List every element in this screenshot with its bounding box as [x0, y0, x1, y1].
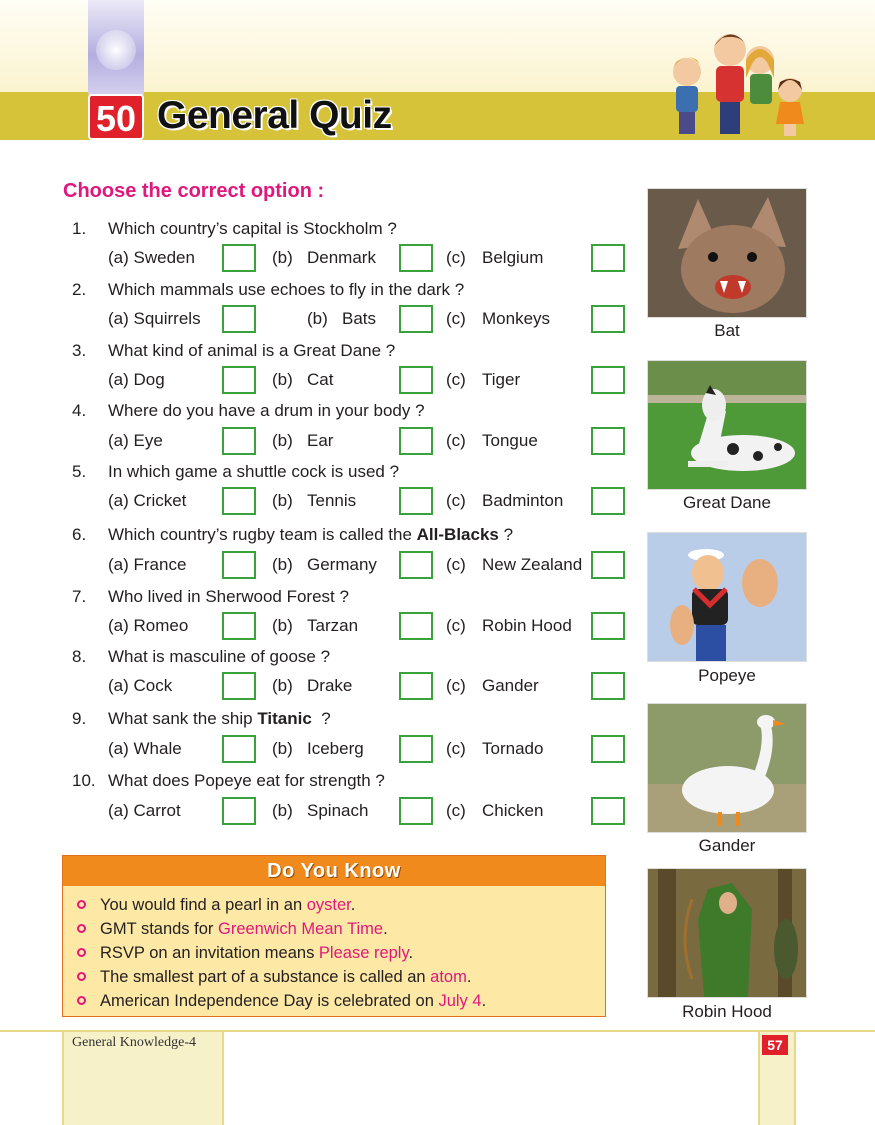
answer-checkbox-b[interactable] [399, 366, 433, 394]
option-b-letter: (b) [272, 370, 293, 389]
fact-text: The smallest part of a substance is called an [100, 968, 431, 986]
question-text: What is masculine of goose ? [108, 647, 331, 666]
answer-checkbox-a[interactable] [222, 427, 256, 455]
answer-checkbox-a[interactable] [222, 244, 256, 272]
answer-checkbox-b[interactable] [399, 612, 433, 640]
option-c-letter: (c) [446, 309, 466, 328]
caption-bat: Bat [714, 321, 740, 340]
option-c-letter: (c) [446, 555, 466, 574]
question-number: 10. [72, 771, 96, 790]
question-text: Who lived in Sherwood Forest ? [108, 587, 349, 606]
option-c-letter: (c) [446, 491, 466, 510]
gander-leg-2 [736, 812, 740, 826]
question-text-part: ? [498, 525, 514, 544]
option-b-label: Bats [342, 309, 377, 328]
option-c-letter: (c) [446, 739, 466, 758]
caption-popeye: Popeye [698, 666, 756, 685]
bat-head [681, 225, 785, 313]
fact-item [77, 896, 355, 915]
option-c-letter: (c) [446, 801, 466, 820]
dane-front-legs [688, 461, 728, 467]
question-text-part: ? [311, 709, 331, 728]
option-c-label: Gander [482, 676, 539, 695]
question-text-part: Which country’s rugby team is called the [108, 525, 417, 544]
option-a-label: (a) Squirrels [108, 309, 201, 328]
kid-2-head [714, 34, 746, 66]
option-b-label: Germany [307, 555, 377, 574]
option-a-label: (a) Eye [108, 431, 163, 450]
option-a-label: (a) Romeo [108, 616, 189, 635]
quiz-instruction: Choose the correct option : [63, 180, 325, 202]
option-c-letter: (c) [446, 616, 466, 635]
question-number: 6. [72, 525, 87, 544]
answer-checkbox-c[interactable] [591, 366, 625, 394]
bat-right-eye [747, 252, 757, 262]
chapter-number: 50 [88, 94, 144, 140]
option-c-letter: (c) [446, 431, 466, 450]
option-b-label: Tennis [307, 491, 357, 510]
option-b-label: Cat [307, 370, 334, 389]
option-c-label: Tornado [482, 739, 544, 758]
answer-checkbox-c[interactable] [591, 305, 625, 333]
option-b-letter: (b) [272, 801, 293, 820]
question-number: 5. [72, 462, 87, 481]
chapter-tab-shine [96, 30, 136, 70]
question-text: What does Popeye eat for strength ? [108, 771, 385, 790]
question-text-bold: Titanic [257, 709, 312, 728]
question-text [108, 525, 513, 545]
question-number: 9. [72, 709, 87, 728]
do-you-know-heading: Do You Know [63, 856, 605, 886]
option-c-label: Tiger [482, 370, 521, 389]
bat-mouth [715, 275, 751, 299]
option-b-letter: (b) [272, 616, 293, 635]
option-c-label: Chicken [482, 801, 544, 820]
bullet-icon [77, 948, 86, 957]
option-b-letter: (b) [272, 248, 293, 267]
answer-checkbox-a[interactable] [222, 612, 256, 640]
fact-highlight: Greenwich Mean Time [217, 920, 384, 938]
fact-item [77, 992, 486, 1011]
option-a-label: (a) Dog [108, 370, 165, 389]
option-b-label: Tarzan [307, 616, 359, 635]
bullet-icon [77, 972, 86, 981]
dane-spot-3 [774, 443, 782, 451]
picture-bat [647, 188, 807, 318]
option-a-label: (a) Cricket [108, 491, 187, 510]
bullet-icon [77, 924, 86, 933]
picture-robin-hood [647, 868, 807, 998]
gander-head [757, 715, 775, 729]
question-number: 2. [72, 280, 87, 299]
option-c-letter: (c) [446, 676, 466, 695]
fact-text: American Independence Day is celebrated on [100, 992, 439, 1010]
question-text: In which game a shuttle cock is used ? [108, 462, 400, 481]
option-b-label: Denmark [307, 248, 376, 267]
fact-item [77, 944, 413, 963]
answer-checkbox-a[interactable] [222, 487, 256, 515]
fact-text: You would find a pearl in an [100, 896, 307, 914]
fact-end: . [408, 944, 414, 962]
answer-checkbox-a[interactable] [222, 366, 256, 394]
question-text-bold: All-Blacks [416, 525, 499, 544]
picture-popeye [647, 532, 807, 662]
option-c-label: Badminton [482, 491, 564, 510]
answer-checkbox-c[interactable] [591, 487, 625, 515]
bullet-icon [77, 996, 86, 1005]
fact-end: . [481, 992, 487, 1010]
question-number: 3. [72, 341, 87, 360]
popeye-left-arm [670, 605, 694, 645]
kid-2-legs [720, 102, 740, 134]
answer-checkbox-b[interactable] [399, 487, 433, 515]
answer-checkbox-b[interactable] [399, 427, 433, 455]
kid-1-legs [679, 112, 695, 134]
page-number: 57 [762, 1035, 788, 1055]
popeye-pants [696, 625, 726, 662]
fact-end: . [350, 896, 356, 914]
fact-text: RSVP on an invitation means [100, 944, 319, 962]
option-b-letter: (b) [272, 431, 293, 450]
answer-checkbox-b[interactable] [399, 797, 433, 825]
popeye-right-arm [742, 559, 778, 607]
option-b-label: Spinach [307, 801, 369, 820]
answer-checkbox-c[interactable] [591, 612, 625, 640]
kid-2-body [716, 66, 744, 102]
option-a-label: (a) France [108, 555, 187, 574]
question-number: 1. [72, 219, 87, 238]
answer-checkbox-c[interactable] [591, 672, 625, 700]
fact-text: GMT stands for [100, 920, 218, 938]
question-text: Which mammals use echoes to fly in the dark ? [108, 280, 465, 299]
option-b-letter: (b) [307, 309, 328, 328]
fact-item [77, 968, 471, 987]
fact-end: . [466, 968, 472, 986]
answer-checkbox-b[interactable] [399, 244, 433, 272]
question-text-part: What sank the ship [108, 709, 258, 728]
option-c-label: New Zealand [482, 555, 583, 574]
answer-checkbox-c[interactable] [591, 551, 625, 579]
option-a-label: (a) Carrot [108, 801, 181, 820]
answer-checkbox-a[interactable] [222, 735, 256, 763]
picture-great-dane [647, 360, 807, 490]
question-text [108, 709, 331, 729]
question-number: 4. [72, 401, 87, 420]
question-text: What kind of animal is a Great Dane ? [108, 341, 396, 360]
answer-checkbox-b[interactable] [399, 735, 433, 763]
option-c-label: Robin Hood [482, 616, 572, 635]
option-a-label: (a) Sweden [108, 248, 195, 267]
option-b-label: Iceberg [307, 739, 364, 758]
option-c-letter: (c) [446, 248, 466, 267]
question-text: Where do you have a drum in your body ? [108, 401, 425, 420]
option-b-label: Drake [307, 676, 353, 695]
robin-photo-figure [774, 919, 798, 979]
bullet-icon [77, 900, 86, 909]
answer-checkbox-a[interactable] [222, 551, 256, 579]
answer-checkbox-a[interactable] [222, 797, 256, 825]
popeye-head [692, 555, 724, 591]
fact-item [77, 920, 388, 939]
answer-checkbox-c[interactable] [591, 427, 625, 455]
answer-checkbox-c[interactable] [591, 244, 625, 272]
question-number: 8. [72, 647, 87, 666]
answer-checkbox-c[interactable] [591, 797, 625, 825]
option-b-label: Ear [307, 431, 334, 450]
fact-highlight: July 4 [438, 992, 482, 1010]
option-b-letter: (b) [272, 555, 293, 574]
robin-hood-face [719, 892, 737, 914]
answer-checkbox-c[interactable] [591, 735, 625, 763]
answer-checkbox-a[interactable] [222, 672, 256, 700]
kid-3-body [750, 74, 772, 104]
robin-photo-tree-1 [658, 869, 676, 998]
caption-great-dane: Great Dane [683, 493, 771, 512]
picture-gander [647, 703, 807, 833]
caption-robin-hood: Robin Hood [682, 1002, 772, 1021]
gander-leg-1 [718, 812, 722, 826]
question-number: 7. [72, 587, 87, 606]
option-c-letter: (c) [446, 370, 466, 389]
footer-book-title: General Knowledge-4 [72, 1035, 197, 1050]
cartoon-kids-illustration [652, 20, 812, 140]
answer-checkbox-b[interactable] [399, 305, 433, 333]
option-b-letter: (b) [272, 739, 293, 758]
dane-spot-1 [727, 443, 739, 455]
answer-checkbox-b[interactable] [399, 551, 433, 579]
kid-4-legs [784, 124, 796, 136]
do-you-know-box [62, 855, 606, 1017]
dane-spot-2 [753, 451, 763, 461]
answer-checkbox-b[interactable] [399, 672, 433, 700]
fact-end: . [383, 920, 388, 938]
fact-highlight: Please reply [318, 944, 409, 962]
kid-4-dress [776, 102, 804, 124]
kid-1-body [676, 86, 698, 112]
fact-highlight: atom [430, 968, 467, 986]
option-c-label: Belgium [482, 248, 544, 267]
caption-gander: Gander [698, 836, 756, 855]
question-text: Which country’s capital is Stockholm ? [108, 219, 397, 238]
dane-photo-path [648, 395, 807, 403]
option-c-label: Monkeys [482, 309, 551, 328]
option-b-letter: (b) [272, 676, 293, 695]
footer-rule [0, 1030, 875, 1032]
fact-highlight: oyster [306, 896, 351, 914]
option-a-label: (a) Cock [108, 676, 173, 695]
option-c-label: Tongue [482, 431, 538, 450]
answer-checkbox-a[interactable] [222, 305, 256, 333]
bat-left-eye [708, 252, 718, 262]
page-title: General Quiz [157, 94, 392, 137]
option-b-letter: (b) [272, 491, 293, 510]
option-a-label: (a) Whale [108, 739, 182, 758]
